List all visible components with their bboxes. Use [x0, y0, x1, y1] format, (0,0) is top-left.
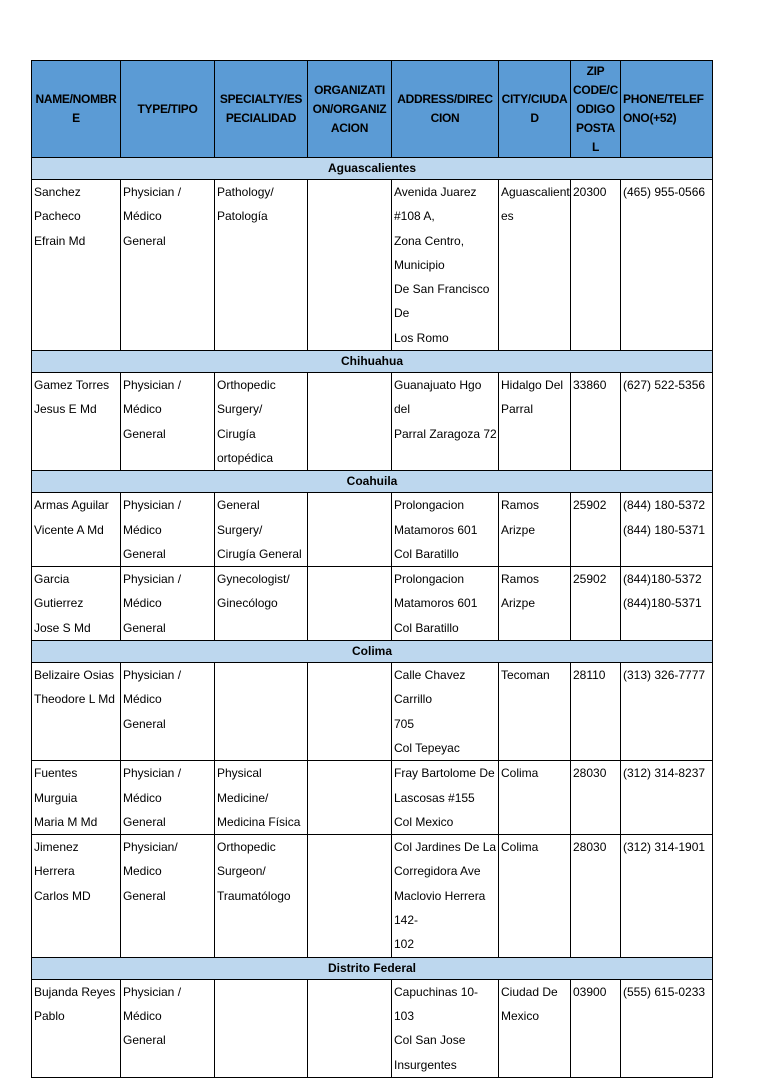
cell-zip: 33860: [571, 373, 621, 471]
cell-specialty: Orthopedic Surgeon/ Traumatólogo: [215, 835, 308, 957]
group-row-aguascalientes: [32, 158, 713, 180]
cell-name: Sanchez Pacheco Efrain Md: [32, 180, 121, 351]
col-header-type: TYPE/TIPO: [121, 61, 215, 158]
cell-phone: (555) 615-0233: [621, 979, 713, 1077]
group-row-colima: [32, 641, 713, 663]
cell-organization: [308, 567, 392, 641]
cell-city: Aguascalientes: [499, 180, 571, 351]
table-row: [32, 761, 713, 835]
col-header-specialty: SPECIALTY/ESPECIALIDAD: [215, 61, 308, 158]
cell-city: Ramos Arizpe: [499, 493, 571, 567]
table-row: [32, 835, 713, 957]
cell-organization: [308, 979, 392, 1077]
cell-address: Guanajuato Hgo del Parral Zaragoza 72: [392, 373, 499, 471]
cell-specialty: Orthopedic Surgery/ Cirugía ortopédica: [215, 373, 308, 471]
cell-name: Armas Aguilar Vicente A Md: [32, 493, 121, 567]
cell-organization: [308, 761, 392, 835]
cell-organization: [308, 493, 392, 567]
table-row: [32, 373, 713, 471]
cell-phone: (465) 955-0566: [621, 180, 713, 351]
cell-specialty: [215, 663, 308, 761]
cell-zip: 25902: [571, 493, 621, 567]
cell-name: Gamez Torres Jesus E Md: [32, 373, 121, 471]
table-row: [32, 180, 713, 351]
group-row-chihuahua: [32, 351, 713, 373]
cell-address: Capuchinas 10-103 Col San Jose Insurgentes: [392, 979, 499, 1077]
cell-type: Physician / Médico General: [121, 493, 215, 567]
cell-specialty: [215, 979, 308, 1077]
cell-organization: [308, 835, 392, 957]
group-label: Coahuila: [32, 471, 713, 493]
cell-organization: [308, 373, 392, 471]
cell-phone: (844) 180-5372 (844) 180-5371: [621, 493, 713, 567]
cell-zip: 25902: [571, 567, 621, 641]
cell-type: Physician/ Medico General: [121, 835, 215, 957]
col-header-address: ADDRESS/DIRECCION: [392, 61, 499, 158]
cell-address: Prolongacion Matamoros 601 Col Baratillo: [392, 567, 499, 641]
cell-address: Fray Bartolome De Lascosas #155 Col Mexico: [392, 761, 499, 835]
group-row-distrito-federal: [32, 957, 713, 979]
cell-address: Prolongacion Matamoros 601 Col Baratillo: [392, 493, 499, 567]
cell-address: Calle Chavez Carrillo 705 Col Tepeyac: [392, 663, 499, 761]
table-row: [32, 979, 713, 1077]
cell-zip: 20300: [571, 180, 621, 351]
group-label: Distrito Federal: [32, 957, 713, 979]
cell-phone: (312) 314-1901: [621, 835, 713, 957]
group-row-coahuila: [32, 471, 713, 493]
cell-city: Ramos Arizpe: [499, 567, 571, 641]
cell-type: Physician / Médico General: [121, 373, 215, 471]
cell-type: Physician / Médico General: [121, 761, 215, 835]
group-label: Colima: [32, 641, 713, 663]
table-row: [32, 567, 713, 641]
cell-phone: (313) 326-7777: [621, 663, 713, 761]
col-header-name: NAME/NOMBRE: [32, 61, 121, 158]
cell-zip: 28110: [571, 663, 621, 761]
cell-city: Tecoman: [499, 663, 571, 761]
group-label: Chihuahua: [32, 351, 713, 373]
cell-name: Bujanda Reyes Pablo: [32, 979, 121, 1077]
cell-name: Garcia Gutierrez Jose S Md: [32, 567, 121, 641]
cell-address: Avenida Juarez #108 A, Zona Centro, Municipio De San Francisco De Los Romo: [392, 180, 499, 351]
col-header-zip: ZIP CODE/CODIGOPOSTAL: [571, 61, 621, 158]
cell-zip: 03900: [571, 979, 621, 1077]
cell-specialty: General Surgery/ Cirugía General: [215, 493, 308, 567]
provider-directory-table: [31, 60, 713, 1078]
cell-phone: (312) 314-8237: [621, 761, 713, 835]
cell-type: Physician / Médico General: [121, 180, 215, 351]
cell-specialty: Physical Medicine/ Medicina Física: [215, 761, 308, 835]
cell-city: Hidalgo Del Parral: [499, 373, 571, 471]
cell-type: Physician / Médico General: [121, 663, 215, 761]
col-header-city: CITY/CIUDAD: [499, 61, 571, 158]
col-header-phone: PHONE/TELEFONO(+52): [621, 61, 713, 158]
cell-city: Ciudad De Mexico: [499, 979, 571, 1077]
cell-address: Col Jardines De La Corregidora Ave Maclovio Herrera 142- 102: [392, 835, 499, 957]
cell-city: Colima: [499, 835, 571, 957]
cell-organization: [308, 663, 392, 761]
cell-zip: 28030: [571, 761, 621, 835]
cell-organization: [308, 180, 392, 351]
group-label: Aguascalientes: [32, 158, 713, 180]
cell-phone: (627) 522-5356: [621, 373, 713, 471]
cell-type: Physician / Médico General: [121, 567, 215, 641]
cell-specialty: Gynecologist/ Ginecólogo: [215, 567, 308, 641]
col-header-organization: ORGANIZATION/ORGANIZACION: [308, 61, 392, 158]
cell-specialty: Pathology/ Patología: [215, 180, 308, 351]
cell-type: Physician / Médico General: [121, 979, 215, 1077]
cell-phone: (844)180-5372 (844)180-5371: [621, 567, 713, 641]
cell-name: Fuentes Murguia Maria M Md: [32, 761, 121, 835]
cell-name: Jimenez Herrera Carlos MD: [32, 835, 121, 957]
table-row: [32, 663, 713, 761]
cell-name: Belizaire Osias Theodore L Md: [32, 663, 121, 761]
cell-zip: 28030: [571, 835, 621, 957]
header-row: [32, 61, 713, 158]
cell-city: Colima: [499, 761, 571, 835]
table-row: [32, 493, 713, 567]
